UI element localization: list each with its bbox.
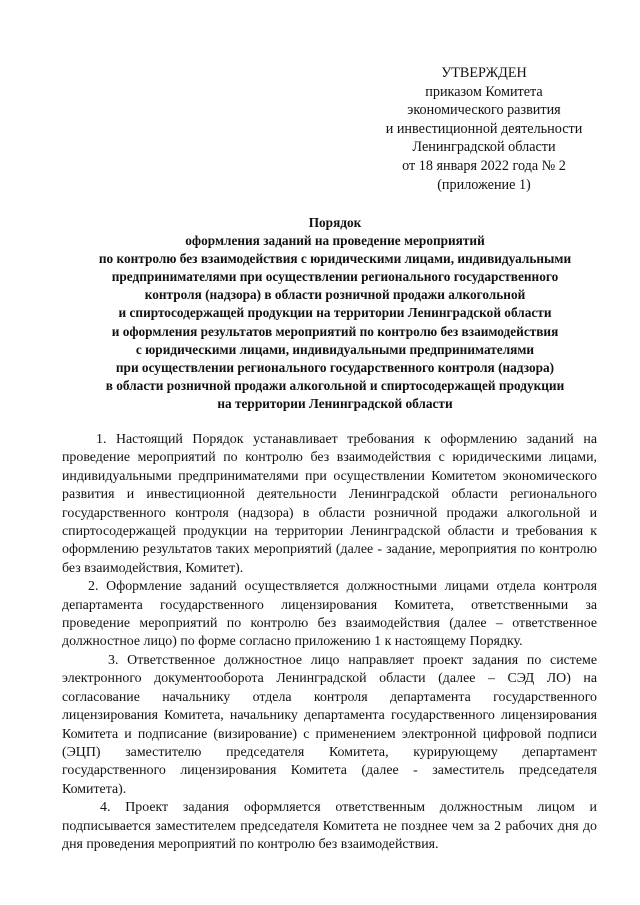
approval-line: приказом Комитета [425,83,543,100]
approval-line: экономического развития [407,102,561,119]
title-line: предпринимателями при осуществлении регионального государственного [111,269,559,285]
approval-line: Ленинградской области [412,139,556,156]
title-line: и спиртосодержащей продукции на территории Ленинградской области [118,305,552,321]
title-line: по контролю без взаимодействия с юридическими лицами, индивидуальными [98,251,572,267]
title-line: при осуществлении регионального государственного контроля (надзора) [115,359,555,375]
paragraph-2: 2. Оформление заданий осуществляется должностными лицами отдела контроля департамента государственного лицензирования Комитета, ответственными за проведение мероприятий по контролю без взаимодействия (далее – ответственное должностное лицо) по форме согласно приложению 1 к настоящему Порядку. [62,579,597,650]
approval-heading: УТВЕРЖДЕН [441,65,527,81]
title-line: оформления заданий на проведение мероприятий [185,233,485,249]
document-title [40,214,630,413]
paragraph-1: 1. Настоящий Порядок устанавливает требования к оформлению заданий на проведение мероприятий по контролю без взаимодействия с юридическими лицами, индивидуальными предпринимателями при осуществлении Комитетом экономического развития и инвестиционной деятельности Ленинградской области регионального государственного контроля (надзора) в области розничной продажи алкогольной и спиртосодержащей продукции на территории Ленинградской области и требования к оформлению результатов таких мероприятий (далее - задание, мероприятия по контролю без взаимодействия, Комитет). [62,432,597,576]
approval-date-number: от 18 января 2022 года № 2 [402,157,566,174]
paragraph-4: 4. Проект задания оформляется ответственным должностным лицом и подписывается заместителем председателя Комитета не позднее чем за 2 рабочих дня до дня проведения мероприятий по контролю без взаимодействия. [62,800,597,852]
title-line: контроля (надзора) в области розничной продажи алкогольной [144,287,526,303]
paragraph-3: 3. Ответственное должностное лицо направляет проект задания по системе электронного документооборота Ленинградской области (далее – СЭД ЛО) на согласование начальнику отдела контроля департамента государственного лицензирования Комитета, начальнику департамента государственного лицензирования Комитета и подписание (визирование) с применением электронной цифровой подписи (ЭЦП) заместителю председателя Комитета, курирующему департамент государственного лицензирования Комитета (далее - заместитель председателя Комитета). [62,652,597,797]
document-body [62,431,597,854]
approval-line: и инвестиционной деятельности [385,120,583,137]
title-line: Порядок [308,215,362,230]
approval-stamp-block [360,64,608,194]
title-line: с юридическими лицами, индивидуальными предпринимателями [135,341,535,357]
title-line: в области розничной продажи алкогольной и спиртосодержащей продукции [105,377,565,393]
approval-appendix: (приложение 1) [437,176,531,193]
title-line: и оформления результатов мероприятий по контролю без взаимодействия [111,323,559,339]
title-line: на территории Ленинградской области [217,395,453,411]
